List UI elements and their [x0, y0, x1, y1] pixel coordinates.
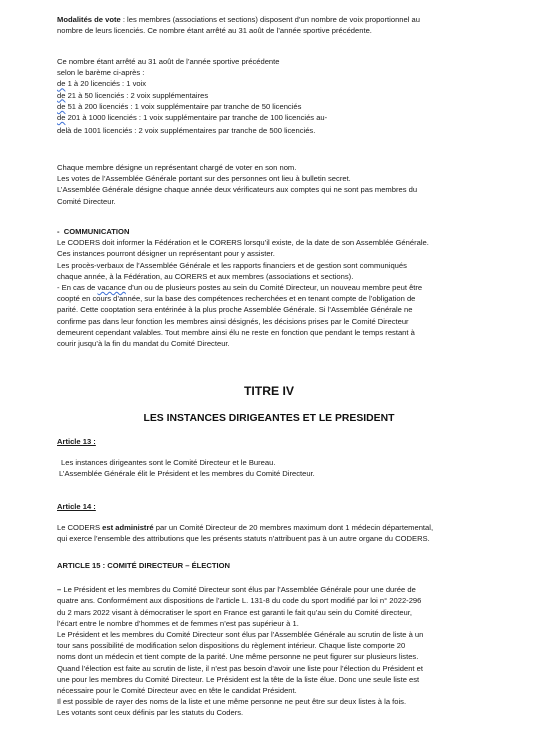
titre-subheading: LES INSTANCES DIRIGEANTES ET LE PRESIDENT	[143, 413, 395, 424]
vote-text-2: nombre de leurs licenciés. Ce nombre étant arrêté au 31 août de l’année sportive précédente.	[57, 26, 372, 36]
vote-paragraph	[57, 14, 520, 36]
communication-section: - COMMUNICATION Le CODERS doit informer la Fédération et le CORERS lorsqu’il existe, de la date de son Assemblée Générale. Ces instances pourront désigner un représentant pour y assister. Les procès-verbaux de l’Assemblée Générale et les rapports financiers et de gestion sont communiqués chaque année, à la Fédération, au CORERS et aux membres (associations et sections). - En cas de vacance d’un ou de plusieurs postes au sein du Comité Directeur, un nouveau membre peut être coopté en cours d’année, sur la base des compétences recherchées et en tenant compte de l’obligation de parité. Cette cooptation sera entérinée à la plus proche Assemblée Générale. Si l’Assemblée Générale ne confirme pas dans leur fonction les membres ainsi désignés, les décisions prises par le Comité Directeur demeurent cependant valables. Tout membre ainsi élu ne reste en fonction que pendant le temps restant à courir jusqu’à la fin du mandat du Comité Directeur.	[57, 226, 520, 349]
representant-paragraph: Chaque membre désigne un représentant chargé de voter en son nom. Les votes de l’Assemblée Générale portant sur des personnes ont lieu à bulletin secret. L’Assemblée Générale désigne chaque année deux vérificateurs aux comptes qui ne sont pas membres du Comité Directeur.	[57, 163, 418, 206]
article-14: Article 14 : Le CODERS est administré par un Comité Directeur de 20 membres maximum dont 1 médecin départemental, qui exerce l’ensemble des attributions que les présents statuts n’attribuent pas à un autre organe du CODERS.	[57, 501, 520, 545]
bareme-intro-2: selon le barème ci-après :	[57, 68, 145, 78]
bareme-row: de 1 à 20 licenciés : 1 voix	[57, 79, 147, 89]
vote-title: Modalités de vote	[57, 15, 121, 24]
bareme-row: de 201 à 1000 licenciés : 1 voix supplémentaire par tranche de 100 licenciés au-	[57, 113, 328, 123]
bareme-intro: Ce nombre étant arrêté au 31 août de l’année sportive précédente	[57, 57, 280, 66]
bareme-list	[57, 56, 520, 136]
vote-text: : les membres (associations et sections) disposent d’un nombre de voix proportionnel au	[120, 15, 420, 24]
communication-heading: - COMMUNICATION	[57, 227, 130, 236]
bareme-row: de 21 à 50 licenciés : 2 voix supplémentaires	[57, 90, 209, 100]
titre-heading: TITRE IV	[243, 384, 295, 398]
bareme-row: de 51 à 200 licenciés : 1 voix supplémentaire par tranche de 50 licenciés	[57, 101, 302, 111]
article-13-heading: Article 13 :	[57, 437, 96, 446]
article-14-heading: Article 14 :	[57, 502, 96, 511]
article-13: Article 13 : Les instances dirigeantes sont le Comité Directeur et le Bureau. L’Assemblée Générale élit le Président et les membres du Comité Directeur.	[57, 436, 520, 480]
article-15-heading: ARTICLE 15 : COMITÉ DIRECTEUR – ÉLECTION	[57, 561, 230, 570]
article-15: ARTICLE 15 : COMITÉ DIRECTEUR – ÉLECTION – Le Président et les membres du Comité Directeur sont élus par l’Assemblée Générale pour une durée de quatre ans. Conformément aux dispositions de l’article L. 131-8 du code du sport modifié par loi n° 2022-296 du 2 mars 2022 visant à démocratiser le sport en France est garanti le fait qu’au sein du Comité directeur, l’écart entre le nombre d’hommes et de femmes n’est pas supérieur à 1. Le Président et les membres du Comité Directeur sont élus par l’Assemblée Générale au scrutin de liste à un tour sans possibilité de modification selon dispositions du règlement intérieur. Chaque liste comporte 20 noms dont un médecin et tient compte de la parité. Une même personne ne peut figurer sur plusieurs listes. Quand l’élection est faite au scrutin de liste, il n’est pas besoin d’avoir une liste pour l’élection du Président et une pour les membres du Comité Directeur. Le Président est la tête de la liste élue. Donc une seule liste est nécessaire pour le Comité Directeur avec en tête le candidat Président. Il est possible de rayer des noms de la liste et une même personne ne peut être sur deux listes à la fois. Les votants sont ceux définis par les statuts du Coders.	[57, 560, 520, 719]
spell-underlined-word: vacance	[97, 283, 126, 293]
bareme-row: delà de 1001 licenciés : 2 voix supplémentaires par tranche de 500 licenciés.	[57, 126, 316, 136]
